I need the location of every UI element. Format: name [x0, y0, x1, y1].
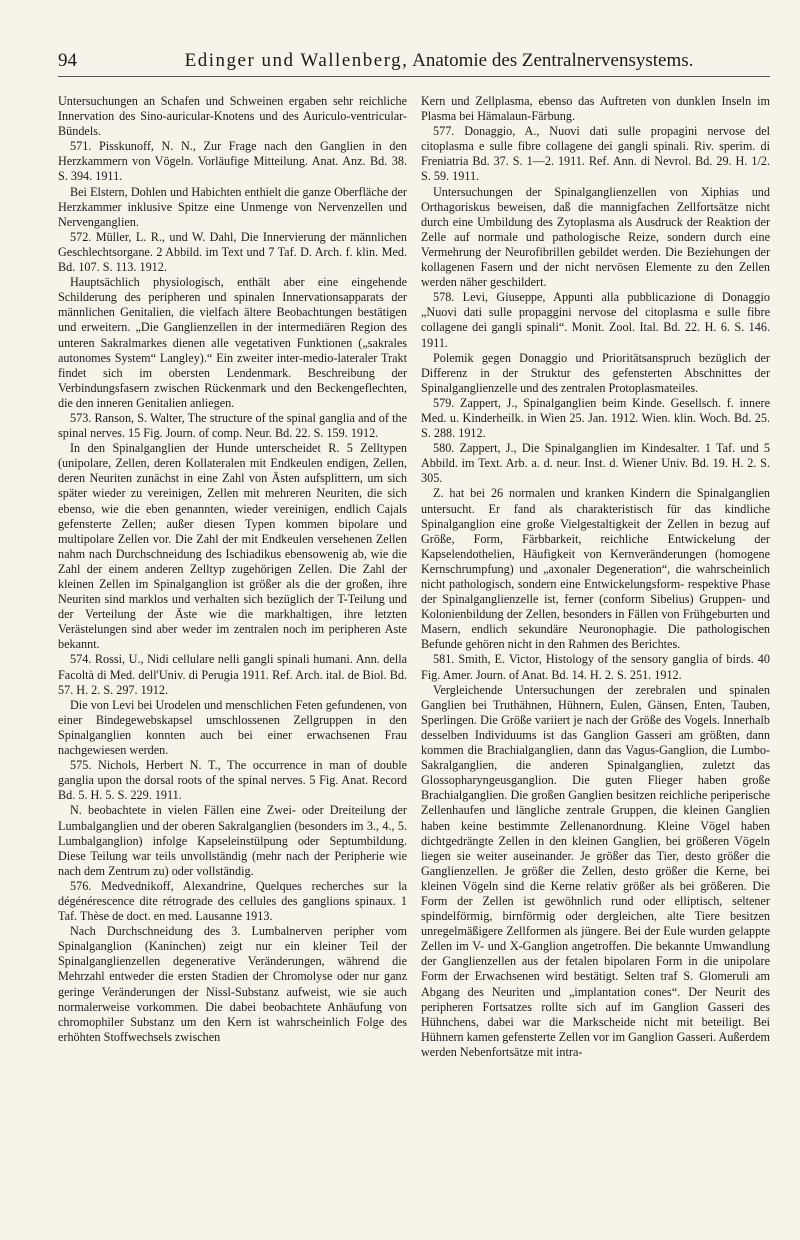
- running-authors: Edinger und Wallenberg,: [184, 50, 409, 71]
- paragraph: In den Spinalganglien der Hunde unterscheidet R. 5 Zelltypen (unipolare, Zellen, deren Kollateralen mit Endkeulen endigen, Zellen, deren Neuriten zunächst in eine Zahl von Ästen aufsplittern, um sich später wieder zu vereinigen, Zellen mit mehreren Neuriten, die sich ebenso, wie die eben genannten, wieder vereinigen, endlich Cajals gefensterte Zellen; außer diesen Typen kommen bipolare und multipolare Zellen vor. Die Zahl der mit Endkeulen versehenen Zellen nahm nach Durchschneidung des Ischiadikus ebensowenig ab, wie die Zahl der einem anderen Zelltyp zugehörigen Zellen. Die Zahl der kleinen Zellen im Spinalganglion ist größer als die der großen, ihre Neuriten sind marklos und verhalten sich bezüglich der T-Teilung und der Verteilung der Äste wie die markhaltigen, ihre letzten Verästelungen sind aber weder im zentralen noch im peripheren Aste bekannt.: [58, 441, 407, 652]
- paragraph: Bei Elstern, Dohlen und Habichten enthielt die ganze Oberfläche der Herzkammer inklusive Spitze eine Unmenge von Nervenzellen und Nervenganglien.: [58, 184, 407, 229]
- reference-entry: 571. Pisskunoff, N. N., Zur Frage nach den Ganglien in den Herzkammern von Vögeln. Vorläufige Mitteilung. Anat. Anz. Bd. 38. S. 394. 1911.: [58, 139, 407, 184]
- reference-entry: 581. Smith, E. Victor, Histology of the sensory ganglia of birds. 40 Fig. Amer. Journ. of Anat. Bd. 14. H. 2. S. 251. 1912.: [421, 652, 770, 682]
- reference-entry: 576. Medvednikoff, Alexandrine, Quelques recherches sur la dégénérescence dite rétrograde des cellules des ganglions spinaux. 1 Taf. Thèse de doct. en med. Lausanne 1913.: [58, 878, 407, 924]
- page-number: 94: [58, 50, 77, 71]
- left-column: [58, 94, 407, 1214]
- reference-entry: 572. Müller, L. R., und W. Dahl, Die Innervierung der männlichen Geschlechtsorgane. 2 Abbild. im Text und 7 Taf. D. Arch. f. klin. Med. Bd. 107. S. 113. 1912.: [58, 229, 407, 275]
- reference-entry: 577. Donaggio, A., Nuovi dati sulle propagini nervose del citoplasma e sulle fibre collagene dei gangli spinali. Riv. sperim. di Freniatria Bd. 37. S. 1—2. 1911. Ref. Ann. di Nevrol. Bd. 29. H. 1/2. S. 59. 1911.: [421, 124, 770, 184]
- running-header: [58, 50, 770, 77]
- paragraph: Hauptsächlich physiologisch, enthält aber eine eingehende Schilderung des peripheren und spinalen Innervationsapparats der männlichen Genitalien, die vielfach ältere Beobachtungen bestätigen und erweitern. „Die Ganglienzellen in der intermediären Region des unteren Sakralmarkes dienen alle vegetativen Funktionen („sakrales autonomes System“ Langley).“ Ein zweiter inter-medio-lateraler Trakt findet sich im obersten Lendenmark. Beschreibung der Verbindungsfasern zwischen Rückenmark und den Beckengeflechten, die den inneren Genitalien anliegen.: [58, 275, 407, 410]
- paragraph: Nach Durchschneidung des 3. Lumbalnerven peripher vom Spinalganglion (Kaninchen) zeigt nur ein kleiner Teil der Spinalganglienzellen degenerative Veränderungen, während die Mehrzahl entweder die ersten Stadien der Chromolyse oder nur ganz geringe Veränderungen der Nissl-Substanz aufweist, wie sie auch normalerweise vorkommen. Die dabei beobachtete Anhäufung von chromophiler Substanz um den Kern ist wahrscheinlich Folge des erhöhten Stoffwechsels zwischen: [58, 924, 407, 1044]
- paragraph: Untersuchungen der Spinalganglienzellen von Xiphias und Orthagoriskus beweisen, daß die mannigfachen Zellfortsätze nicht durch eine Umbildung des Zytoplasma als Ausdruck der Reaktion der Zelle auf normale und pathologische Reize, sondern durch eine Vermehrung der Neurofibrillen gebildet werden. Die Beziehungen der kollagenen Fasern und der nicht nervösen Elemente zu den Zellen werden näher geschildert.: [421, 184, 770, 290]
- right-column: [421, 94, 770, 1214]
- paragraph: Die von Levi bei Urodelen und menschlichen Feten gefundenen, von einer Bindegewebskapsel umschlossenen Zellgruppen in den Spinalganglien konnten auch bei einer erwachsenen Frau nachgewiesen werden.: [58, 697, 407, 758]
- paragraph: Polemik gegen Donaggio und Prioritätsanspruch bezüglich der Differenz in der Struktur des gefensterten Abschnittes der Spinalganglienzelle und des zentralen Protoplasmateiles.: [421, 350, 770, 395]
- reference-entry: 578. Levi, Giuseppe, Appunti alla pubblicazione di Donaggio „Nuovi dati sulle propaggini nervose del citoplasma e sulle fibre collagene dei gangli spinali“. Monit. Zool. Ital. Bd. 22. H. 6. S. 146. 1911.: [421, 290, 770, 350]
- reference-entry: 579. Zappert, J., Spinalganglien beim Kinde. Gesellsch. f. innere Med. u. Kinderheilk. in Wien 25. Jan. 1912. Wien. klin. Woch. Bd. 25. S. 288. 1912.: [421, 395, 770, 441]
- running-title: [108, 50, 770, 72]
- reference-entry: 575. Nichols, Herbert N. T., The occurrence in man of double ganglia upon the dorsal roots of the spinal nerves. 5 Fig. Anat. Record Bd. 5. H. 5. S. 229. 1911.: [58, 758, 407, 803]
- paragraph: N. beobachtete in vielen Fällen eine Zwei- oder Dreiteilung der Lumbalganglien und der oberen Sakralganglien (besonders im 3., 4., 5. Lumbalganglion) infolge Kapseleinstülpung oder Septumbildung. Diese Teilung war teils unvollständig (mehr nach der Peripherie wie nach dem Zentrum zu) oder vollständig.: [58, 803, 407, 878]
- paragraph: Z. hat bei 26 normalen und kranken Kindern die Spinalganglien untersucht. Er fand als charakteristisch für das kindliche Spinalganglion eine große Vielgestaltigkeit der Zellen in bezug auf Größe, Form, Färbbarkeit, reichliche Entwickelung der Kapselendothelien, Häufigkeit von Kernveränderungen (homogene Kernschrumpfung) und „axonaler Degeneration“, die wahrscheinlich nicht pathologisch, sondern eine Entwickelungsform- respektive Phase der Spinalganglienzelle ist, ferner (conform Sibelius) Gruppen- und Kolonienbildung der Zellen, besonders in Fällen von Frühgeburten und Masern, endlich sekundäre Neuronophagie. Die pathologischen Befunde gehören nicht in den Rahmen des Berichtes.: [421, 486, 770, 652]
- paragraph: Untersuchungen an Schafen und Schweinen ergaben sehr reichliche Innervation des Sino-auricular-Knotens und des Auriculo-ventricular-Bündels.: [58, 94, 407, 139]
- text-columns: [58, 94, 770, 1214]
- reference-entry: 580. Zappert, J., Die Spinalganglien im Kindesalter. 1 Taf. und 5 Abbild. im Text. Arb. a. d. neur. Inst. d. Wiener Univ. Bd. 19. H. 2. S. 305.: [421, 441, 770, 486]
- running-book-title: Anatomie des Zentralnervensystems.: [412, 50, 694, 71]
- reference-entry: 574. Rossi, U., Nidi cellulare nelli gangli spinali humani. Ann. della Facoltà di Med. dell'Univ. di Perugia 1911. Ref. Arch. ital. de Biol. Bd. 57. H. 2. S. 297. 1912.: [58, 652, 407, 697]
- paragraph: Vergleichende Untersuchungen der zerebralen und spinalen Ganglien bei Truthähnen, Hühnern, Eulen, Gänsen, Enten, Tauben, Sperlingen. Die Größe variiert je nach der Größe des Vogels. Innerhalb desselben Individuums ist das Ganglion Gasseri am größten, dann kommen die Brachialganglien, dann das Vagus-Ganglion, die Lumbo-Sakralganglien, die anderen Spinalganglien, zuletzt das Glossopharyngeusganglion. Die guten Flieger haben große Brachialganglien. Die großen Ganglien besitzen reichliche periperische Zellenhaufen und längliche zentrale Gruppen, die kleinen Ganglien haben keine bestimmte Zellenanordnung. Kleine Vögel haben dichtgedrängte Zellen in den kleinen Ganglien, bei größeren Vögeln liegen sie weiter auseinander. Je größer das Tier, desto größer die Ganglienzellen. Je größer die Zellen, desto größer die Kerne, bei kleinen Vögeln sind die Kerne relativ größer als bei größeren. Die Form der Zellen ist gewöhnlich rund oder elliptisch, seltener spindelförmig, birnförmig oder dergleichen, alte Tiere besitzen unregelmäßigere Zellformen als jüngere. Bei der Eule wurden gelappte Zellen im V- und X-Ganglion angetroffen. Die bekannte Umwandlung der Ganglienzellen aus der fetalen bipolaren Form in die unipolare Form der Erwachsenen wird bestätigt. Selten traf S. Glomeruli am Abgang des Neuriten und „implantation cones“. Der Neurit des peripheren Fortsatzes rollte sich auf im Ganglion Gasseri des Hühnchens, dabei war die Markscheide nicht mit beteiligt. Bei Hühnern kamen gefensterte Zellen vor im Ganglion Gasseri. Außerdem werden Nebenfortsätze mit intra-: [421, 682, 770, 1059]
- paragraph: Kern und Zellplasma, ebenso das Auftreten von dunklen Inseln im Plasma bei Hämalaun-Färbung.: [421, 94, 770, 124]
- reference-entry: 573. Ranson, S. Walter, The structure of the spinal ganglia and of the spinal nerves. 15 Fig. Journ. of comp. Neur. Bd. 22. S. 159. 1912.: [58, 410, 407, 441]
